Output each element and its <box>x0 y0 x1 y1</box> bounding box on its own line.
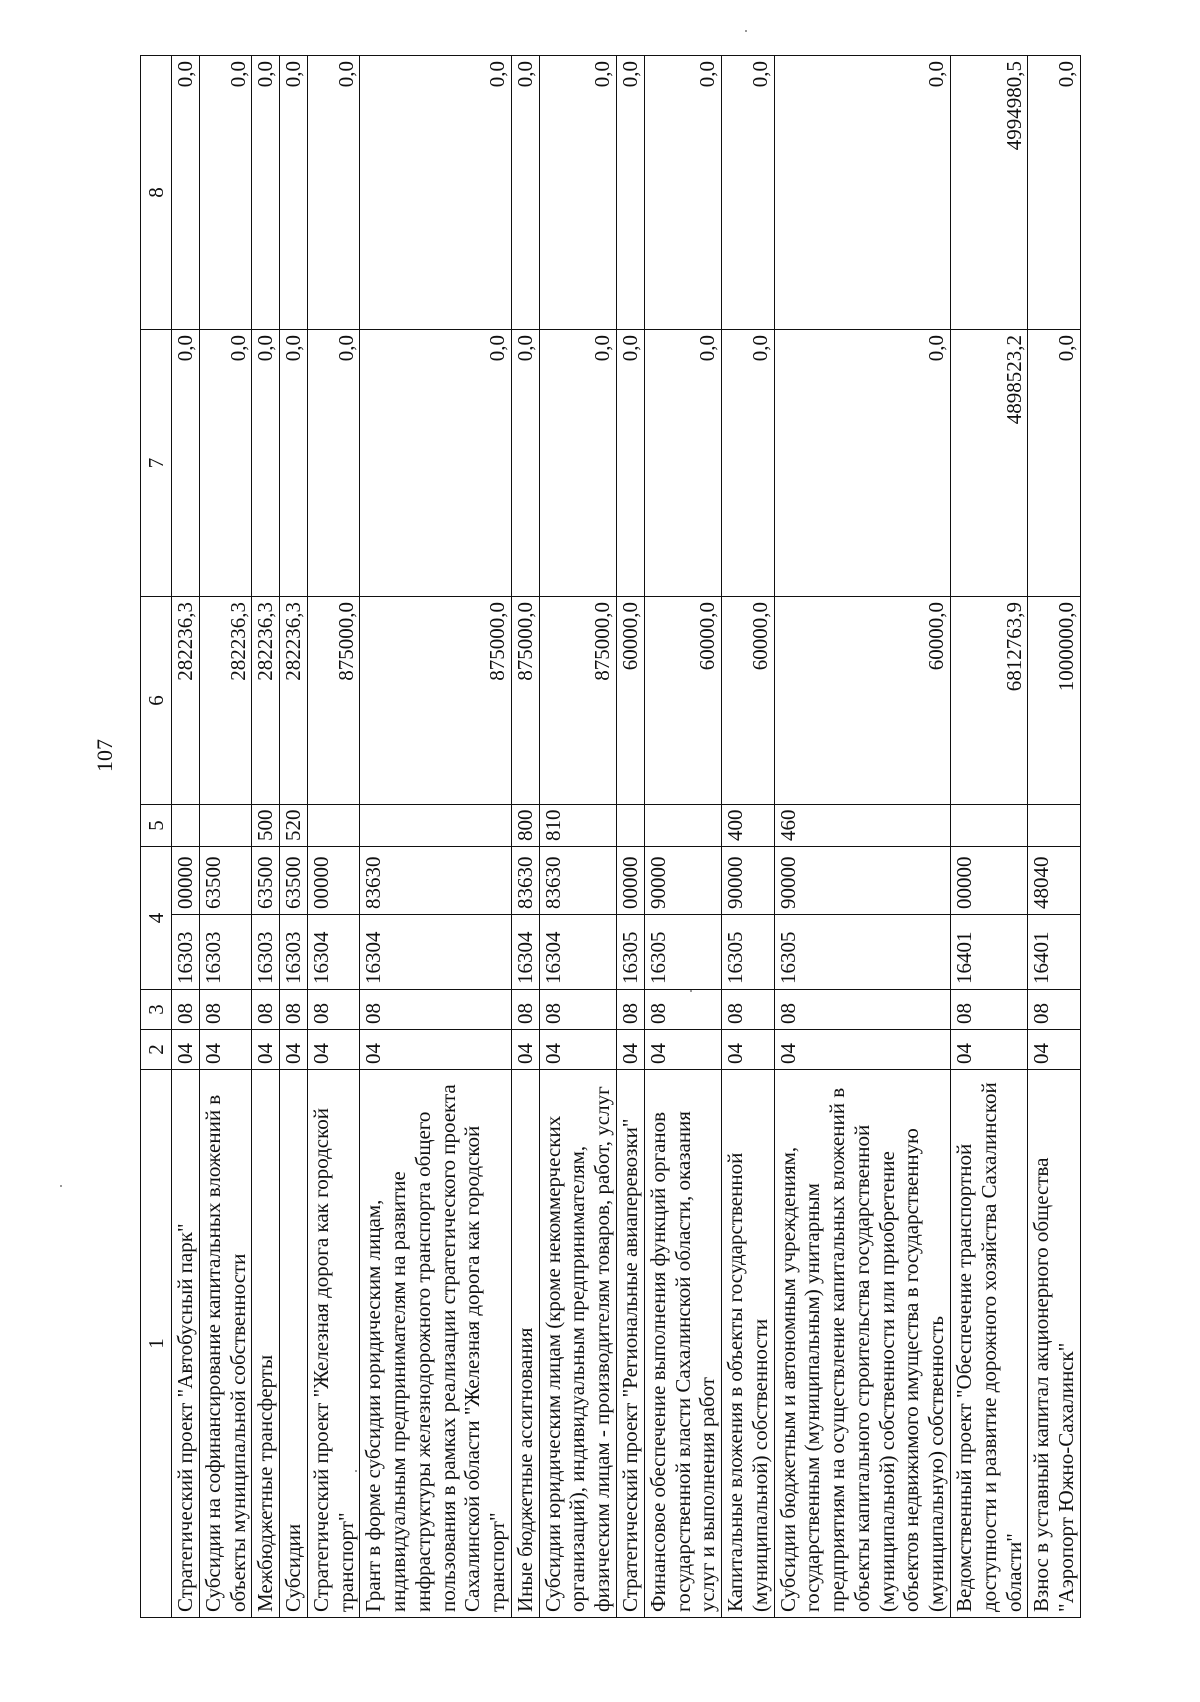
col-header-4: 4 <box>141 847 172 990</box>
amount-col-7: 0,0 <box>644 330 721 597</box>
code-program: 16303 <box>172 915 200 990</box>
row-name: Финансовое обеспечение выполнения функций органов государственной власти Сахалинской области, оказания услуг и выполнения работ <box>644 1070 721 1618</box>
scan-speck <box>745 30 747 32</box>
amount-col-8: 0,0 <box>722 56 775 330</box>
code-subsection: 08 <box>722 990 775 1030</box>
table-row <box>280 56 308 1618</box>
amount-col-6: 60000,0 <box>774 597 950 805</box>
code-subsection: 08 <box>774 990 950 1030</box>
code-subsection: 08 <box>539 990 616 1030</box>
row-name: Стратегический проект "Железная дорога как городской транспорт" <box>307 1070 360 1618</box>
code-direction: 83630 <box>360 847 512 915</box>
code-direction: 90000 <box>644 847 721 915</box>
amount-col-8: 0,0 <box>360 56 512 330</box>
code-direction: 83630 <box>539 847 616 915</box>
amount-col-6: 60000,0 <box>722 597 775 805</box>
table-row <box>172 56 200 1618</box>
code-section: 04 <box>539 1030 616 1070</box>
amount-col-8: 0,0 <box>511 56 539 330</box>
code-expense-type <box>172 805 200 847</box>
code-program: 16303 <box>252 915 280 990</box>
code-section: 04 <box>511 1030 539 1070</box>
code-subsection: 08 <box>172 990 200 1030</box>
table-row <box>539 56 616 1618</box>
amount-col-8: 0,0 <box>644 56 721 330</box>
code-subsection: 08 <box>950 990 1027 1030</box>
table-row <box>644 56 721 1618</box>
amount-col-8: 0,0 <box>617 56 645 330</box>
amount-col-7: 0,0 <box>774 330 950 597</box>
amount-col-6: 60000,0 <box>617 597 645 805</box>
row-name: Субсидии <box>280 1070 308 1618</box>
amount-col-6: 60000,0 <box>644 597 721 805</box>
amount-col-7: 0,0 <box>280 330 308 597</box>
table-row <box>617 56 645 1618</box>
code-direction: 90000 <box>722 847 775 915</box>
code-program: 16304 <box>539 915 616 990</box>
row-name: Грант в форме субсидии юридическим лицам, индивидуальным предпринимателям на развитие инфраструктуры железнодорожного транспорта общего пользования в рамках реализации стратегического проекта Сахалинской области "Железная дорога как городской транспорт" <box>360 1070 512 1618</box>
code-section: 04 <box>617 1030 645 1070</box>
code-subsection: 08 <box>280 990 308 1030</box>
code-section: 04 <box>280 1030 308 1070</box>
budget-table <box>140 55 1081 1618</box>
code-program: 16304 <box>307 915 360 990</box>
row-name: Субсидии юридическим лицам (кроме некоммерческих организаций), индивидуальным предпринимателям, физическим лицам - производителям товаров, работ, услуг <box>539 1070 616 1618</box>
col-header-8: 8 <box>141 56 172 330</box>
col-header-1: 1 <box>141 1070 172 1618</box>
table-row <box>511 56 539 1618</box>
code-section: 04 <box>252 1030 280 1070</box>
row-name: Иные бюджетные ассигнования <box>511 1070 539 1618</box>
code-expense-type: 800 <box>511 805 539 847</box>
row-name: Субсидии на софинансирование капитальных вложений в объекты муниципальной собственности <box>199 1070 252 1618</box>
row-name: Межбюджетные трансферты <box>252 1070 280 1618</box>
amount-col-8: 0,0 <box>539 56 616 330</box>
table-row <box>360 56 512 1618</box>
code-expense-type <box>360 805 512 847</box>
amount-col-8: 0,0 <box>774 56 950 330</box>
amount-col-6: 6812763,9 <box>950 597 1027 805</box>
code-expense-type: 400 <box>722 805 775 847</box>
code-section: 04 <box>199 1030 252 1070</box>
amount-col-8: 0,0 <box>252 56 280 330</box>
row-name: Субсидии бюджетным и автономным учреждениям, государственным (муниципальным) унитарным предприятиям на осуществление капитальных вложений в объекты капитального строительства государственной (муниципальной) собственности или приобретение объектов недвижимого имущества в государственную (муниципальную) собственность <box>774 1070 950 1618</box>
code-section: 04 <box>172 1030 200 1070</box>
code-expense-type <box>307 805 360 847</box>
code-section: 04 <box>1028 1030 1081 1070</box>
code-program: 16305 <box>617 915 645 990</box>
code-program: 16305 <box>644 915 721 990</box>
amount-col-7: 0,0 <box>252 330 280 597</box>
code-direction: 00000 <box>307 847 360 915</box>
code-expense-type <box>617 805 645 847</box>
code-expense-type: 810 <box>539 805 616 847</box>
code-section: 04 <box>307 1030 360 1070</box>
code-direction: 00000 <box>950 847 1027 915</box>
page-number: 107 <box>92 739 117 772</box>
amount-col-7: 0,0 <box>722 330 775 597</box>
code-section: 04 <box>774 1030 950 1070</box>
amount-col-7: 0,0 <box>1028 330 1081 597</box>
row-name: Стратегический проект "Автобусный парк" <box>172 1070 200 1618</box>
row-name: Взнос в уставный капитал акционерного общества "Аэропорт Южно-Сахалинск" <box>1028 1070 1081 1618</box>
code-program: 16304 <box>360 915 512 990</box>
amount-col-7: 0,0 <box>172 330 200 597</box>
code-expense-type <box>199 805 252 847</box>
table-body <box>172 56 1081 1618</box>
amount-col-6: 875000,0 <box>539 597 616 805</box>
amount-col-7: 0,0 <box>539 330 616 597</box>
amount-col-8: 0,0 <box>1028 56 1081 330</box>
row-name: Ведомственный проект "Обеспечение транспортной доступности и развитие дорожного хозяйства Сахалинской области" <box>950 1070 1027 1618</box>
code-expense-type <box>950 805 1027 847</box>
code-expense-type: 520 <box>280 805 308 847</box>
code-program: 16305 <box>774 915 950 990</box>
code-program: 16401 <box>1028 915 1081 990</box>
table-row <box>199 56 252 1618</box>
code-program: 16303 <box>280 915 308 990</box>
amount-col-6: 282236,3 <box>199 597 252 805</box>
table-row <box>307 56 360 1618</box>
code-subsection: 08 <box>360 990 512 1030</box>
scan-speck <box>355 1470 357 1472</box>
header-row <box>141 56 172 1618</box>
code-expense-type: 460 <box>774 805 950 847</box>
code-subsection: 08 <box>511 990 539 1030</box>
amount-col-7: 0,0 <box>617 330 645 597</box>
amount-col-7: 4898523,2 <box>950 330 1027 597</box>
code-subsection: 08 <box>644 990 721 1030</box>
code-direction: 63500 <box>280 847 308 915</box>
table-row <box>774 56 950 1618</box>
amount-col-6: 875000,0 <box>307 597 360 805</box>
code-section: 04 <box>722 1030 775 1070</box>
amount-col-7: 0,0 <box>307 330 360 597</box>
code-expense-type: 500 <box>252 805 280 847</box>
amount-col-8: 0,0 <box>199 56 252 330</box>
amount-col-7: 0,0 <box>360 330 512 597</box>
amount-col-6: 282236,3 <box>172 597 200 805</box>
code-direction: 83630 <box>511 847 539 915</box>
amount-col-8: 0,0 <box>172 56 200 330</box>
code-subsection: 08 <box>252 990 280 1030</box>
code-expense-type <box>1028 805 1081 847</box>
col-header-5: 5 <box>141 805 172 847</box>
code-program: 16401 <box>950 915 1027 990</box>
code-section: 04 <box>360 1030 512 1070</box>
code-expense-type <box>644 805 721 847</box>
col-header-7: 7 <box>141 330 172 597</box>
code-direction: 00000 <box>617 847 645 915</box>
code-subsection: 08 <box>307 990 360 1030</box>
col-header-2: 2 <box>141 1030 172 1070</box>
code-program: 16304 <box>511 915 539 990</box>
amount-col-6: 282236,3 <box>252 597 280 805</box>
amount-col-7: 0,0 <box>511 330 539 597</box>
row-name: Капитальные вложения в объекты государственной (муниципальной) собственности <box>722 1070 775 1618</box>
code-section: 04 <box>950 1030 1027 1070</box>
code-subsection: 08 <box>617 990 645 1030</box>
code-direction: 63500 <box>252 847 280 915</box>
scan-speck <box>60 1185 62 1187</box>
scan-speck <box>690 990 692 992</box>
code-subsection: 08 <box>1028 990 1081 1030</box>
amount-col-6: 282236,3 <box>280 597 308 805</box>
amount-col-6: 875000,0 <box>360 597 512 805</box>
col-header-6: 6 <box>141 597 172 805</box>
code-direction: 48040 <box>1028 847 1081 915</box>
row-name: Стратегический проект "Региональные авиаперевозки" <box>617 1070 645 1618</box>
code-section: 04 <box>644 1030 721 1070</box>
rotated-page <box>140 56 1170 1618</box>
code-direction: 90000 <box>774 847 950 915</box>
col-header-3: 3 <box>141 990 172 1030</box>
amount-col-8: 0,0 <box>280 56 308 330</box>
amount-col-7: 0,0 <box>199 330 252 597</box>
code-direction: 00000 <box>172 847 200 915</box>
amount-col-8: 0,0 <box>307 56 360 330</box>
amount-col-8: 4994980,5 <box>950 56 1027 330</box>
table-row <box>1028 56 1081 1618</box>
code-direction: 63500 <box>199 847 252 915</box>
code-program: 16305 <box>722 915 775 990</box>
table-row <box>722 56 775 1618</box>
code-subsection: 08 <box>199 990 252 1030</box>
amount-col-6: 875000,0 <box>511 597 539 805</box>
code-program: 16303 <box>199 915 252 990</box>
amount-col-6: 1000000,0 <box>1028 597 1081 805</box>
table-row <box>252 56 280 1618</box>
table-row <box>950 56 1027 1618</box>
